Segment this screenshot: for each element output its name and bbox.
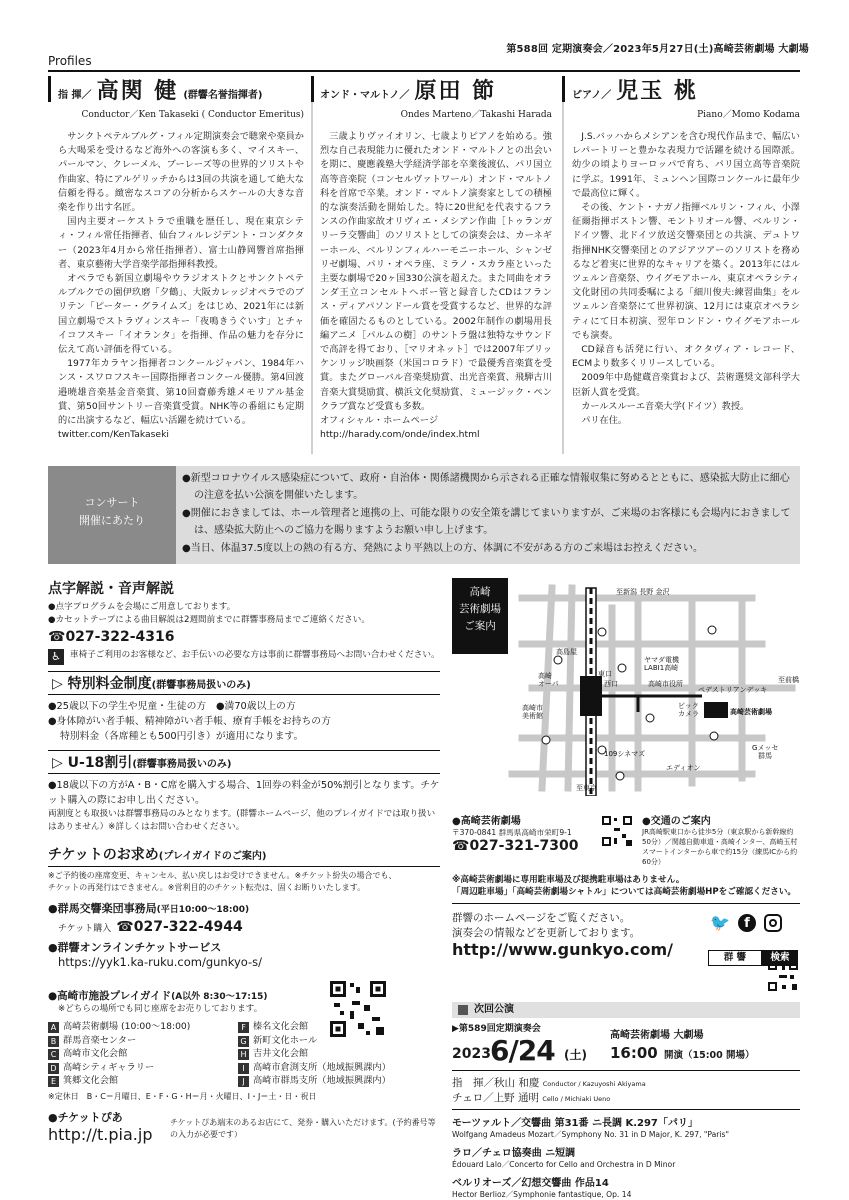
profile-paragraph: その後、ケント・ナガノ指揮ベルリン・フィル、小澤征爾指揮ボストン響、モントリオール響、ベルリン・ドイツ響、北ドイツ放送交響楽団との共演、デュトワ指揮NHK交響楽団とのアジアツアーのソリストを務めるなど着実に世界的なキャリアを築く。2013年にはルツェルン音楽祭、ウイグモアホール、東京オペラシティ文化財団の共同委嘱による「細川俊夫:練習曲集」をルツェルン音楽祭にて世界初演、12月には東京オペラシティにて日本初演、翌年ロンドン・ウイグモアホールでも演奏。 bbox=[572, 202, 800, 341]
column-marker bbox=[311, 76, 314, 102]
u18-line: ●18歳以下の方がA・B・C席を購入する場合、1回券の料金が50%割引となります。チケット購入の際にお申し出ください。 bbox=[48, 780, 440, 806]
notice-tag-line: 開催にあたり bbox=[79, 514, 145, 527]
search-button[interactable]: 検索 bbox=[762, 950, 798, 966]
notice-item: ●開催におきましては、ホール管理者と連携の上、可能な限りの安全策を講じてまいりますが、ご来場のお客様にも会場内におきましては、感染拡大防止へのご協力を賜りますようお願い申し上げます。 bbox=[182, 508, 791, 536]
next-time: 16:00 bbox=[610, 1044, 658, 1062]
tickets-title bbox=[48, 844, 440, 867]
online-ticket-qr[interactable] bbox=[326, 977, 390, 1041]
u18-sub: (群響事務局扱いのみ) bbox=[132, 759, 232, 770]
venue-name: 高崎シティギャラリー bbox=[63, 1061, 155, 1073]
divider bbox=[452, 1109, 800, 1110]
venue-title: ●高崎芸術劇場 bbox=[452, 816, 521, 827]
braille-line: ●点字プログラムを会場にご用意しております。 bbox=[48, 602, 236, 612]
svg-text:エディオン: エディオン bbox=[666, 764, 701, 772]
venue-address: 〒370-0841 群馬県高崎市栄町9-1 bbox=[452, 828, 572, 837]
map-label bbox=[452, 578, 508, 654]
profile-twitter-link[interactable]: twitter.com/KenTakaseki bbox=[58, 429, 169, 441]
profile-name-sub: (群響名誉指揮者) bbox=[183, 90, 263, 101]
column-divider bbox=[562, 76, 564, 454]
map-to-east: 至前橋 bbox=[778, 676, 799, 684]
venue-key: I bbox=[238, 1063, 249, 1074]
next-date-row bbox=[452, 1030, 800, 1067]
svg-text:美術館: 美術館 bbox=[522, 712, 543, 720]
next-work: ベルリオーズ／幻想交響曲 作品14 bbox=[452, 1178, 609, 1189]
wheelchair-text: 車椅子ご利用のお客様など、お手伝いの必要な方は事前に群響事務局へお問い合わせください。 bbox=[70, 650, 440, 660]
wheelchair-row bbox=[48, 649, 440, 665]
profile-paragraph: カールスルーエ音楽大学(ドイツ）教授。 bbox=[581, 400, 750, 412]
venue-item bbox=[48, 1061, 238, 1075]
next-dow: (土) bbox=[564, 1048, 587, 1062]
venue-item bbox=[238, 1047, 428, 1061]
traffic-text: JR高崎駅東口から徒歩5分（東京駅から新幹線約50分）／関越自動車道・高崎インター、高崎玉村スマートインターから車で約15分（練馬ICから約60分） bbox=[642, 828, 798, 866]
profile-romaji: Conductor／Ken Takaseki ( Conductor Emeritus) bbox=[81, 110, 304, 120]
profile-paragraph: 2009年中島健蔵音楽賞および、芸術選奨文部科学大臣新人賞を受賞。 bbox=[572, 372, 800, 398]
profile-header bbox=[320, 74, 552, 118]
svg-text:オーパ: オーパ bbox=[538, 680, 559, 688]
profile-role: オンド・マルトノ／ bbox=[320, 90, 410, 101]
special-fee-sub: (群響事務局扱いのみ) bbox=[151, 680, 251, 691]
svg-text:ペデストリアンデッキ: ペデストリアンデッキ bbox=[698, 686, 768, 694]
venue-item bbox=[238, 1074, 428, 1088]
venue-item bbox=[238, 1061, 428, 1075]
info-right-column bbox=[452, 812, 800, 968]
profile-romaji: Ondes Marteno／Takashi Harada bbox=[400, 110, 552, 120]
venue-item bbox=[48, 1047, 238, 1061]
venue-key: H bbox=[238, 1049, 249, 1060]
next-date: 6/24 bbox=[490, 1034, 555, 1067]
u18-title bbox=[48, 750, 440, 774]
next-concert-bar: 次回公演 bbox=[452, 1002, 800, 1018]
tickets-note: チケットの再発行はできません。※営利目的のチケット転売は、固くお断りいたします。 bbox=[48, 883, 366, 892]
ticket-office-block bbox=[48, 900, 440, 988]
venue-key: G bbox=[238, 1036, 249, 1047]
next-cellist: チェロ／上野 通明 bbox=[452, 1092, 540, 1104]
profile-paragraph: オフィシャル・ホームページ bbox=[320, 415, 439, 427]
venue-key: C bbox=[48, 1049, 59, 1060]
next-work-en: Hector Berlioz／Symphonie fantastique, Op. 14 bbox=[452, 1190, 632, 1199]
svg-text:高崎市役所: 高崎市役所 bbox=[648, 680, 683, 688]
profile-body bbox=[572, 130, 800, 428]
next-work: モーツァルト／交響曲 第31番 ニ長調 K.297「パリ」 bbox=[452, 1118, 698, 1129]
next-year: 2023 bbox=[452, 1046, 491, 1062]
venue-item bbox=[48, 1074, 238, 1088]
braille-title: 点字解説・音声解説 bbox=[48, 581, 174, 597]
search-box bbox=[708, 950, 798, 966]
homepage-line: 演奏会の情報などを更新しております。 bbox=[452, 927, 641, 939]
special-fee-title bbox=[48, 671, 440, 695]
next-work: ラロ／チェロ協奏曲 ニ短調 bbox=[452, 1148, 576, 1159]
map-label-line: 高崎 bbox=[469, 586, 491, 598]
svg-text:Gメッセ: Gメッセ bbox=[752, 744, 779, 752]
profiles-divider bbox=[48, 70, 800, 72]
profile-name: 児玉 桃 bbox=[616, 78, 698, 104]
online-ticket: ●群響オンラインチケットサービス bbox=[48, 941, 222, 954]
notice-tag bbox=[48, 466, 176, 564]
braille-line: ●カセットテープによる曲目解説は2週間前までに群響事務局までご連絡ください。 bbox=[48, 615, 370, 625]
profile-homepage-link[interactable]: http://harady.com/onde/index.html bbox=[320, 429, 480, 441]
next-open: 開演（15:00 開場） bbox=[664, 1050, 755, 1061]
venue-key: J bbox=[238, 1076, 249, 1087]
search-word[interactable]: 群 響 bbox=[708, 950, 762, 966]
parking-note: ※高崎芸術劇場に専用駐車場及び提携駐車場はありません。 bbox=[452, 875, 685, 885]
venue-name: 高崎芸術劇場 (10:00〜18:00) bbox=[63, 1021, 191, 1032]
closed-days: ※定休日 B・C＝月曜日、E・F・G・H＝月・火曜日、I・J＝土・日・祝日 bbox=[48, 1091, 317, 1101]
svg-text:高島屋: 高島屋 bbox=[556, 648, 577, 656]
divider bbox=[452, 1070, 800, 1071]
profile-paragraph: 1977年カラヤン指揮者コンクールジャパン、1984年ハンス・スワロフスキー国際指揮者コンクール優勝。第4回渡邉曉雄音楽基金音楽賞、第10回齋藤秀雄メモリアル基金賞、第50回サントリー音楽賞受賞。NHK等の番組にも定期的に出演するなど、幅広い活躍を続けている。 bbox=[58, 358, 304, 427]
facebook-icon[interactable]: f bbox=[738, 914, 756, 932]
next-venue: 高崎芸術劇場 大劇場 bbox=[610, 1030, 704, 1041]
pia-url[interactable]: http://t.pia.jp bbox=[48, 1124, 153, 1144]
profile-paragraph: 三歳よりヴァイオリン、七歳よりピアノを始める。強烈な自己表現能力に優れたオンド・マルトノとの出会いを期に、慶應義塾大学経済学部を卒業後渡仏、パリ国立高等音楽院（コンセルヴァトワール）オンド・マルトノ科を首席で卒業。オンド・マルトノ演奏家としての積極的な演奏活動を開始した。特に20世紀を代表するフランスの作曲家故オリヴィエ・メシアン作曲［トゥランガリーラ交響曲］のソリストとしての演奏会は、カーネギーホール、ベルリンフィルハーモニーホール、シャンゼリゼ劇場、パリ・オペラ座、ミラノ・スカラ座といった主要な劇場で20ヶ国330公演を超えた。また同曲をオランダ王立コンセルトヘボー管と録音したCDはフランス・ディアパソンドール賞を受賞するなど、世界的な評価を確固たるものとしている。2002年制作の劇場用長編アニメ［パルムの樹］のサントラ盤は独特なサウンドで高評を得ており、［マリオネット］では2007年ブリッケンリッジ映画祭（米国コロラド）で最優秀音楽賞を受賞。またグローバル音楽奨励賞、出光音楽賞、飛騨古川音楽大賞奨励賞、横浜文化奨励賞、ミュージック・ペンクラブ賞など受賞も多数。 bbox=[320, 131, 552, 412]
special-fee-heading: ▷ 特別料金制度 bbox=[52, 676, 152, 692]
profile-paragraph: CD録音も活発に行い、オクタヴィア・レコード、ECMより数多くリリースしている。 bbox=[572, 344, 800, 370]
next-concert bbox=[452, 1002, 800, 1200]
next-work-en: Édouard Lalo／Concerto for Cello and Orchestra in D Minor bbox=[452, 1160, 676, 1169]
venue-name: 群馬音楽センター bbox=[63, 1034, 137, 1046]
map-to-south: 至東京 bbox=[576, 784, 597, 792]
venue-map bbox=[452, 578, 800, 796]
venue-phone[interactable]: ☎027-321-7300 bbox=[452, 838, 579, 854]
concert-info-line: 第588回 定期演奏会／2023年5月27日(土)高崎芸術劇場 大劇場 bbox=[506, 44, 809, 55]
profile-piano bbox=[572, 74, 800, 428]
twitter-icon[interactable]: 🐦 bbox=[710, 913, 730, 932]
city-hours: (A以外 8:30〜17:15) bbox=[171, 992, 268, 1002]
profile-name: 高関 健 bbox=[96, 78, 179, 104]
tickets-heading: チケットのお求め bbox=[48, 847, 159, 863]
profile-paragraph: オペラでも新国立劇場やウラジオストクとサンクトペテルブルクでの園伊玖磨「夕鶴」、大阪カレッジオペラでのブリテン「ピーター・グライムズ」をはじめ、2021年には新国立劇場でストラヴィンスキー「夜鳴きうぐいす」とチャイコフスキー「イオランタ」を指揮、作品の魅力を存分に伝えて高い評価を得ている。 bbox=[58, 273, 304, 356]
pia-block bbox=[48, 1109, 440, 1151]
svg-text:高崎市: 高崎市 bbox=[522, 704, 543, 712]
column-marker bbox=[562, 76, 565, 102]
svg-text:109シネマズ: 109シネマズ bbox=[604, 750, 646, 758]
next-work-en: Wolfgang Amadeus Mozart／Symphony No. 31 in D Major, K. 297, "Paris" bbox=[452, 1130, 729, 1139]
venue-key: D bbox=[48, 1063, 59, 1074]
venue-key: B bbox=[48, 1036, 59, 1047]
traffic-block bbox=[642, 812, 800, 867]
u18-note: 両割度とも取扱いは群響事務局のみとなります。(群響ホームページ、他のプレイガイドでは取り扱いはありません）※詳しくはお問い合わせください。 bbox=[48, 809, 436, 832]
notice-item: ●当日、体温37.5度以上の熱の有る方、発熱により平熱以上の方、体調に不安がある方のご来場はお控えください。 bbox=[182, 543, 703, 554]
parking-note: 「周辺駐車場」「高崎芸術劇場シャトル」については高崎芸術劇場HPをご確認ください。 bbox=[452, 887, 797, 897]
venue-name: 高崎市群馬支所（地域振興課内） bbox=[253, 1075, 391, 1087]
profile-paragraph: 国内主要オーケストラで重職を歴任し、現在東京シティ・フィル常任指揮者、仙台フィルレジデント・コンダクター（2023年4月から常任指揮者）、富士山静岡響首席指揮者、東京藝術大学音楽学部指揮科教授。 bbox=[58, 216, 304, 270]
traffic-title: ●交通のご案内 bbox=[642, 816, 711, 827]
office-name: ●群馬交響楽団事務局 bbox=[48, 902, 157, 915]
venue-item bbox=[48, 1020, 238, 1034]
info-left-column bbox=[48, 578, 440, 1151]
divider bbox=[452, 903, 800, 904]
notice-tag-line: コンサート bbox=[84, 496, 140, 509]
notice-band bbox=[48, 466, 800, 564]
svg-text:西口: 西口 bbox=[604, 680, 618, 688]
city-note: ※どちらの場所でも同じ座席をお売りしております。 bbox=[58, 1004, 263, 1014]
venue-item bbox=[48, 1034, 238, 1048]
venue-name: 吉井文化会館 bbox=[253, 1048, 309, 1060]
next-conductor-en: Conductor / Kazuyoshi Akiyama bbox=[542, 1080, 646, 1088]
pia-title: ●チケットぴあ bbox=[48, 1110, 123, 1124]
online-ticket-url[interactable]: https://yyk1.ka-ruku.com/gunkyo-s/ bbox=[58, 955, 263, 969]
profile-paragraph: サンクトペテルブルグ・フィル定期演奏会で聴衆や楽員から大喝采を受けるなど海外への客演も多く、マイスキー、パールマン、クレーメル、ブーレーズ等の世界的ソリストや作曲家、特にアルゲリッチからは3回の共演を通して絶大な信頼を得る。緻密なスコアの分析からスケールの大きな音楽を作り出す名匠。 bbox=[58, 131, 304, 214]
map-label-line: ご案内 bbox=[464, 620, 496, 632]
next-performer bbox=[452, 1090, 800, 1105]
instagram-icon[interactable] bbox=[764, 914, 782, 932]
profile-role: 指 揮／ bbox=[58, 90, 92, 101]
svg-text:ヤマダ電機: ヤマダ電機 bbox=[644, 656, 679, 664]
venue-key: A bbox=[48, 1022, 59, 1033]
next-cellist-en: Cello / Michiaki Ueno bbox=[542, 1095, 611, 1103]
venue-name: 新町文化ホール bbox=[253, 1034, 318, 1046]
venue-name: 高崎市倉渕支所（地域振興課内） bbox=[253, 1061, 391, 1073]
profile-romaji: Piano／Momo Kodama bbox=[697, 110, 800, 120]
profile-paragraph: J.S.バッハからメシアンを含む現代作品まで、幅広いレパートリーと豊かな表現力で活躍を続ける国際派。幼少の頃よりヨーロッパで育ち、パリ国立高等音楽院に学ぶ。1991年、ミュンヘン国際コンクールに最年少で最高位に輝く。 bbox=[572, 131, 800, 199]
access-left bbox=[452, 812, 592, 867]
profile-body bbox=[320, 130, 552, 442]
homepage-block bbox=[452, 910, 800, 968]
special-fee-line: ●25歳以下の学生や児童・生徒の方 ●満70歳以上の方 bbox=[48, 701, 296, 712]
profile-header bbox=[572, 74, 800, 118]
next-conductor: 指 揮／秋山 和慶 bbox=[452, 1077, 540, 1089]
column-marker bbox=[48, 76, 51, 102]
profile-conductor bbox=[58, 74, 304, 442]
column-divider bbox=[311, 76, 313, 454]
wheelchair-icon: ♿ bbox=[48, 649, 64, 665]
u18-heading: ▷ U-18割引 bbox=[52, 755, 133, 771]
tickets-sub: (プレイガイドのご案内) bbox=[158, 851, 267, 862]
venue-key: F bbox=[238, 1022, 249, 1033]
profile-name: 原田 節 bbox=[414, 78, 497, 104]
profile-role: ピアノ／ bbox=[572, 90, 612, 101]
profile-ondes bbox=[320, 74, 552, 442]
notice-list bbox=[182, 470, 796, 558]
svg-text:高崎芸術劇場: 高崎芸術劇場 bbox=[730, 708, 772, 716]
venue-key: E bbox=[48, 1076, 59, 1087]
braille-phone[interactable]: ☎027-322-4316 bbox=[48, 629, 175, 645]
notice-item: ●新型コロナウイルス感染症について、政府・自治体・関係諸機関から示される正確な情報収集に努めるとともに、感染拡大防止に細心の注意を払い公演を開催いたします。 bbox=[182, 473, 790, 501]
theatre-marker bbox=[704, 702, 728, 718]
svg-text:高崎: 高崎 bbox=[538, 672, 552, 680]
pia-note: チケットぴあ端末のあるお店にて、発券・購入いただけます。(予約番号等の入力が必要です） bbox=[170, 1117, 436, 1139]
svg-text:ビック: ビック bbox=[678, 702, 699, 710]
access-qr[interactable] bbox=[600, 814, 634, 848]
profiles-label: Profiles bbox=[48, 54, 92, 68]
office-hours: (平日10:00〜18:00) bbox=[156, 905, 250, 915]
city-playguide: ●高崎市施設プレイガイド bbox=[48, 990, 172, 1002]
homepage-url[interactable]: http://www.gunkyo.com/ bbox=[452, 940, 673, 959]
venue-name: 榛名文化会館 bbox=[253, 1021, 309, 1032]
venue-list-left bbox=[48, 1020, 238, 1088]
next-performer bbox=[452, 1075, 800, 1090]
office-label: チケット購入 bbox=[58, 924, 112, 934]
office-phone[interactable]: ☎027-322-4944 bbox=[116, 919, 243, 935]
profile-body bbox=[58, 130, 304, 442]
svg-text:群馬: 群馬 bbox=[758, 752, 772, 760]
svg-text:LABI1高崎: LABI1高崎 bbox=[644, 664, 679, 672]
svg-text:カメラ: カメラ bbox=[678, 710, 699, 718]
map-label-line: 芸術劇場 bbox=[459, 603, 501, 615]
venue-name: 箕郷文化会館 bbox=[63, 1075, 119, 1087]
tickets-note: ※ご予約後の座席変更、キャンセル、払い戻しはお受けできません。※チケット紛失の場合でも、 bbox=[48, 871, 397, 880]
next-concert-title: ▶第589回定期演奏会 bbox=[452, 1024, 541, 1034]
social-icons bbox=[710, 914, 782, 932]
svg-text:東口: 東口 bbox=[598, 670, 612, 678]
profile-header bbox=[58, 74, 304, 118]
access-block bbox=[452, 812, 800, 867]
special-fee-line: ●身体障がい者手帳、精神障がい者手帳、療育手帳をお持ちの方 bbox=[48, 716, 331, 727]
profile-paragraph: パリ在住。 bbox=[581, 415, 628, 427]
homepage-line: 群響のホームページをご覧ください。 bbox=[452, 912, 631, 924]
map-to-north: 至新潟 長野 金沢 bbox=[616, 588, 670, 596]
special-fee-line: 特別料金（各席種とも500円引き）が適用になります。 bbox=[60, 731, 304, 742]
venue-name: 高崎市文化会館 bbox=[63, 1048, 128, 1060]
